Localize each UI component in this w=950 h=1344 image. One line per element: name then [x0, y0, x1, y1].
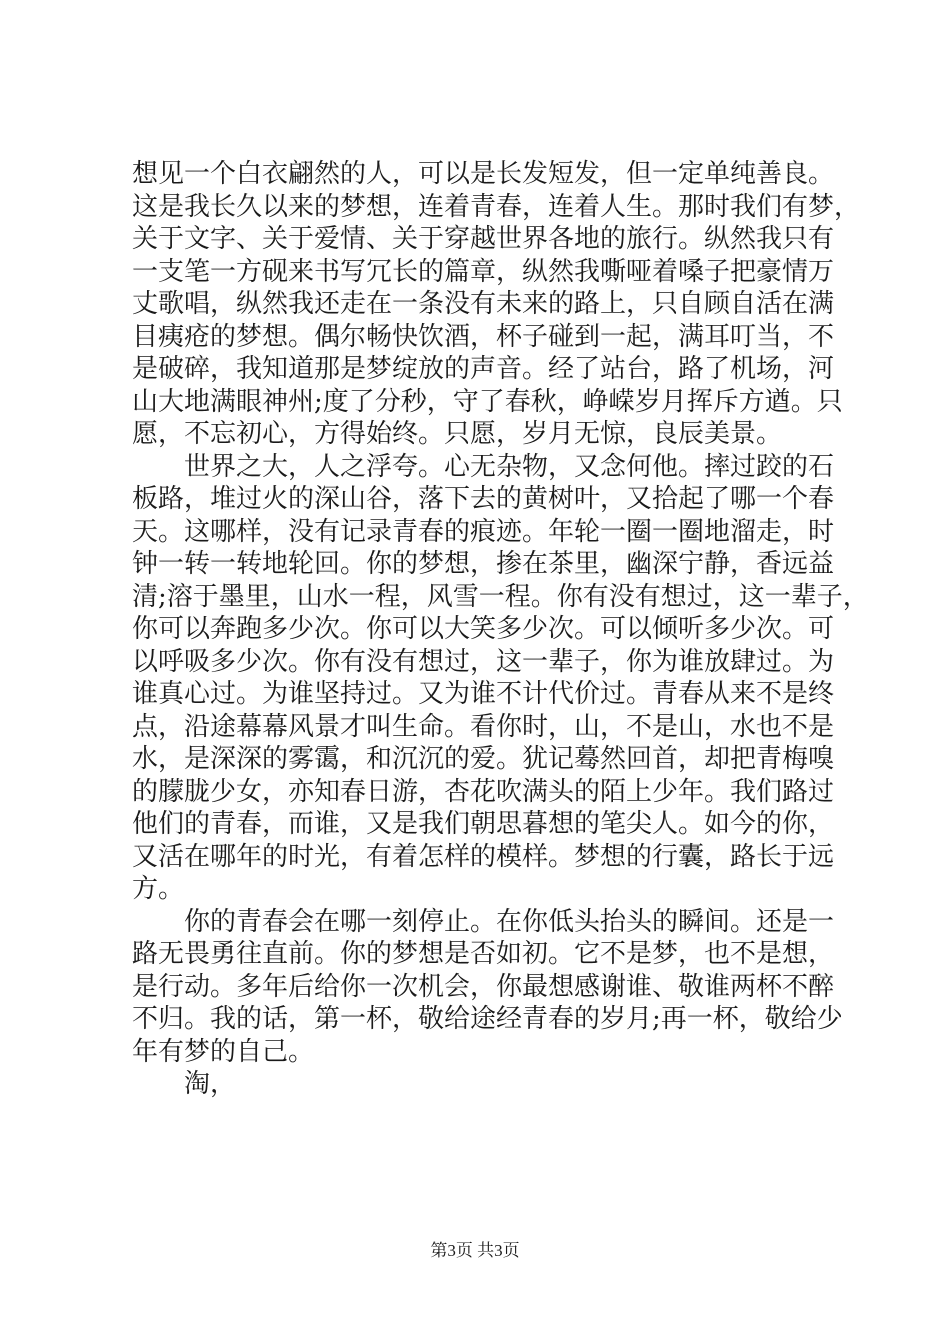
text-line: 这是我长久以来的梦想，连着青春，连着人生。那时我们有梦， — [132, 191, 861, 222]
text-line: 以呼吸多少次。你有没有想过，这一辈子，你为谁放肆过。为 — [132, 646, 835, 677]
page-footer: 第3页 共3页 — [430, 1241, 520, 1260]
text-line: 是行动。多年后给你一次机会，你最想感谢谁、敬谁两杯不醉 — [132, 971, 835, 1002]
text-line: 路无畏勇往直前。你的梦想是否如初。它不是梦，也不是想， — [132, 939, 835, 969]
text-line: 清;溶于墨里，山水一程，风雪一程。你有没有想过，这一辈子， — [132, 581, 869, 612]
text-line: 关于文字、关于爱情、关于穿越世界各地的旅行。纵然我只有 — [132, 224, 835, 254]
text-line: 年有梦的自己。 — [132, 1036, 315, 1067]
text-line: 山大地满眼神州;度了分秒，守了春秋，峥嵘岁月挥斥方遒。只 — [132, 386, 843, 417]
text-line: 丈歌唱，纵然我还走在一条没有未来的路上，只自顾自活在满 — [132, 289, 835, 319]
text-line: 板路，堆过火的深山谷，落下去的黄树叶，又拾起了哪一个春 — [132, 484, 835, 514]
text-line: 淘， — [132, 1069, 237, 1099]
text-line: 一支笔一方砚来书写冗长的篇章，纵然我嘶哑着嗓子把豪情万 — [132, 256, 835, 287]
text-line: 方。 — [132, 874, 185, 904]
text-line: 不归。我的话，第一杯，敬给途经青春的岁月;再一杯，敬给少 — [132, 1004, 843, 1034]
text-line: 点，沿途幕幕风景才叫生命。看你时，山，不是山，水也不是 — [132, 711, 835, 742]
text-line: 想见一个白衣翩然的人，可以是长发短发，但一定单纯善良。 — [132, 159, 835, 189]
text-line: 谁真心过。为谁坚持过。又为谁不计代价过。青春从来不是终 — [132, 679, 835, 709]
text-line: 世界之大，人之浮夸。心无杂物，又念何他。摔过跤的石 — [132, 451, 835, 482]
text-line: 你可以奔跑多少次。你可以大笑多少次。可以倾听多少次。可 — [132, 614, 835, 644]
text-line: 钟一转一转地轮回。你的梦想，掺在茶里，幽深宁静，香远益 — [132, 549, 835, 579]
text-line: 水，是深深的雾霭，和沉沉的爱。犹记蓦然回首，却把青梅嗅 — [132, 744, 835, 774]
text-line: 天。这哪样，没有记录青春的痕迹。年轮一圈一圈地溜走，时 — [132, 516, 835, 547]
text-line: 愿，不忘初心，方得始终。只愿，岁月无惊，良辰美景。 — [132, 419, 783, 449]
text-line: 目痍疮的梦想。偶尔畅快饮酒，杯子碰到一起，满耳叮当，不 — [132, 321, 835, 352]
text-line: 你的青春会在哪一刻停止。在你低头抬头的瞬间。还是一 — [132, 906, 835, 937]
text-line: 他们的青春，而谁，又是我们朝思暮想的笔尖人。如今的你， — [132, 809, 835, 839]
text-line: 又活在哪年的时光，有着怎样的模样。梦想的行囊，路长于远 — [132, 841, 835, 872]
text-line: 是破碎，我知道那是梦绽放的声音。经了站台，路了机场，河 — [132, 354, 835, 384]
text-line: 的朦胧少女，亦知春日游，杏花吹满头的陌上少年。我们路过 — [132, 776, 835, 807]
body-text — [132, 158, 869, 1101]
